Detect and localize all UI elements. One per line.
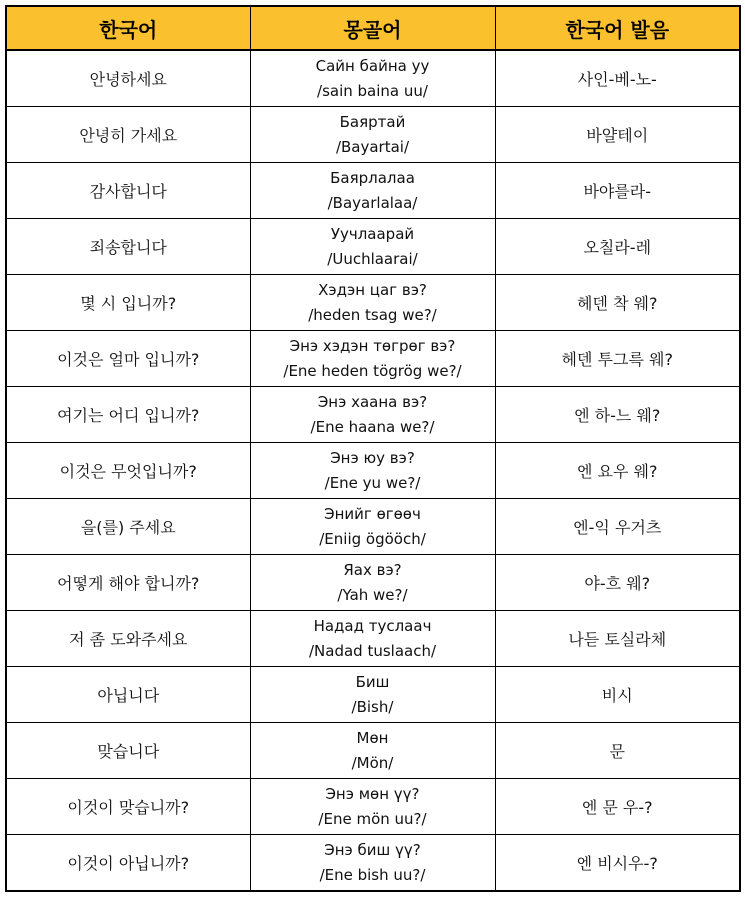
korean-pronunciation: 나듣 토실라체	[495, 611, 740, 667]
korean-pronunciation: 오칠라-레	[495, 219, 740, 275]
korean-phrase: 아닙니다	[6, 667, 250, 723]
mongolian-phrase	[250, 667, 495, 723]
mongolian-cyrillic: Энэ юу вэ?	[330, 448, 415, 467]
korean-pronunciation: 엔 하-느 웨?	[495, 387, 740, 443]
korean-pronunciation: 엔-익 우거츠	[495, 499, 740, 555]
korean-pronunciation: 비시	[495, 667, 740, 723]
korean-pronunciation: 바얄테이	[495, 107, 740, 163]
mongolian-cyrillic: Сайн байна уу	[315, 56, 430, 75]
header-row	[6, 6, 740, 50]
mongolian-romanization: /Uuchlaarai/	[327, 249, 418, 268]
table-row	[6, 611, 740, 667]
table-row	[6, 50, 740, 107]
table-row	[6, 331, 740, 387]
mongolian-phrase	[250, 611, 495, 667]
mongolian-romanization: /Ene mön uu?/	[318, 809, 427, 828]
mongolian-romanization: /Ene yu we?/	[324, 473, 421, 492]
korean-pronunciation: 바야를라-	[495, 163, 740, 219]
mongolian-phrase	[250, 555, 495, 611]
mongolian-cyrillic: Энэ биш үү?	[324, 840, 421, 859]
mongolian-phrase	[250, 275, 495, 331]
mongolian-cyrillic: Уучлаарай	[330, 224, 415, 243]
mongolian-romanization: /Ene bish uu?/	[319, 865, 426, 884]
mongolian-phrase	[250, 331, 495, 387]
mongolian-romanization: /Mön/	[351, 753, 394, 772]
korean-phrase: 저 좀 도와주세요	[6, 611, 250, 667]
korean-phrase: 죄송합니다	[6, 219, 250, 275]
header-korean: 한국어	[6, 6, 250, 50]
phrase-table-container	[5, 5, 739, 898]
mongolian-phrase	[250, 723, 495, 779]
korean-phrase: 을(를) 주세요	[6, 499, 250, 555]
korean-pronunciation: 헤덴 투그륵 웨?	[495, 331, 740, 387]
korean-pronunciation: 엔 문 우-?	[495, 779, 740, 835]
mongolian-cyrillic: Баяртай	[339, 112, 406, 131]
mongolian-romanization: /heden tsag we?/	[308, 305, 437, 324]
korean-pronunciation: 야-흐 웨?	[495, 555, 740, 611]
mongolian-cyrillic: Надад туслаач	[313, 616, 432, 635]
mongolian-phrase	[250, 107, 495, 163]
table-row	[6, 499, 740, 555]
header-pronunciation: 한국어 발음	[495, 6, 740, 50]
korean-phrase: 이것이 맞습니까?	[6, 779, 250, 835]
mongolian-phrase	[250, 163, 495, 219]
korean-phrase: 몇 시 입니까?	[6, 275, 250, 331]
mongolian-romanization: /sain baina uu/	[317, 81, 428, 100]
table-row	[6, 275, 740, 331]
korean-phrase: 여기는 어디 입니까?	[6, 387, 250, 443]
table-row	[6, 163, 740, 219]
mongolian-cyrillic: Биш	[355, 672, 390, 691]
mongolian-cyrillic: Энэ мөн үү?	[325, 784, 420, 803]
table-row	[6, 387, 740, 443]
header-mongolian: 몽골어	[250, 6, 495, 50]
korean-phrase: 안녕히 가세요	[6, 107, 250, 163]
mongolian-romanization: /Ene haana we?/	[310, 417, 435, 436]
korean-phrase: 이것은 무엇입니까?	[6, 443, 250, 499]
table-row	[6, 555, 740, 611]
korean-phrase: 안녕하세요	[6, 50, 250, 107]
table-row	[6, 667, 740, 723]
korean-phrase: 맞습니다	[6, 723, 250, 779]
table-row	[6, 443, 740, 499]
table-row	[6, 723, 740, 779]
phrase-table	[5, 5, 741, 892]
mongolian-cyrillic: Энийг өгөөч	[324, 504, 421, 523]
korean-phrase: 어떻게 해야 합니까?	[6, 555, 250, 611]
mongolian-phrase	[250, 443, 495, 499]
mongolian-phrase	[250, 50, 495, 107]
korean-pronunciation: 헤덴 착 웨?	[495, 275, 740, 331]
mongolian-phrase	[250, 779, 495, 835]
korean-pronunciation: 사인-베-노-	[495, 50, 740, 107]
korean-pronunciation: 엔 비시우-?	[495, 835, 740, 892]
mongolian-romanization: /Nadad tuslaach/	[308, 641, 437, 660]
mongolian-phrase	[250, 219, 495, 275]
mongolian-cyrillic: Хэдэн цаг вэ?	[318, 280, 427, 299]
mongolian-phrase	[250, 499, 495, 555]
mongolian-romanization: /Eniig ögööch/	[319, 529, 426, 548]
mongolian-cyrillic: Мөн	[356, 728, 389, 747]
korean-phrase: 이것이 아닙니까?	[6, 835, 250, 892]
mongolian-romanization: /Bish/	[351, 697, 394, 716]
korean-pronunciation: 문	[495, 723, 740, 779]
mongolian-phrase	[250, 835, 495, 892]
korean-pronunciation: 엔 요우 웨?	[495, 443, 740, 499]
korean-phrase: 이것은 얼마 입니까?	[6, 331, 250, 387]
mongolian-cyrillic: Энэ хэдэн төгрөг вэ?	[289, 336, 456, 355]
mongolian-romanization: /Yah we?/	[337, 585, 408, 604]
table-row	[6, 779, 740, 835]
mongolian-cyrillic: Энэ хаана вэ?	[317, 392, 428, 411]
table-row	[6, 835, 740, 892]
mongolian-romanization: /Bayarlalaa/	[327, 193, 418, 212]
mongolian-romanization: /Ene heden tögrög we?/	[283, 361, 462, 380]
table-row	[6, 219, 740, 275]
mongolian-cyrillic: Баярлалаа	[330, 168, 415, 187]
table-row	[6, 107, 740, 163]
korean-phrase: 감사합니다	[6, 163, 250, 219]
mongolian-phrase	[250, 387, 495, 443]
mongolian-cyrillic: Яах вэ?	[343, 560, 402, 579]
mongolian-romanization: /Bayartai/	[335, 137, 410, 156]
